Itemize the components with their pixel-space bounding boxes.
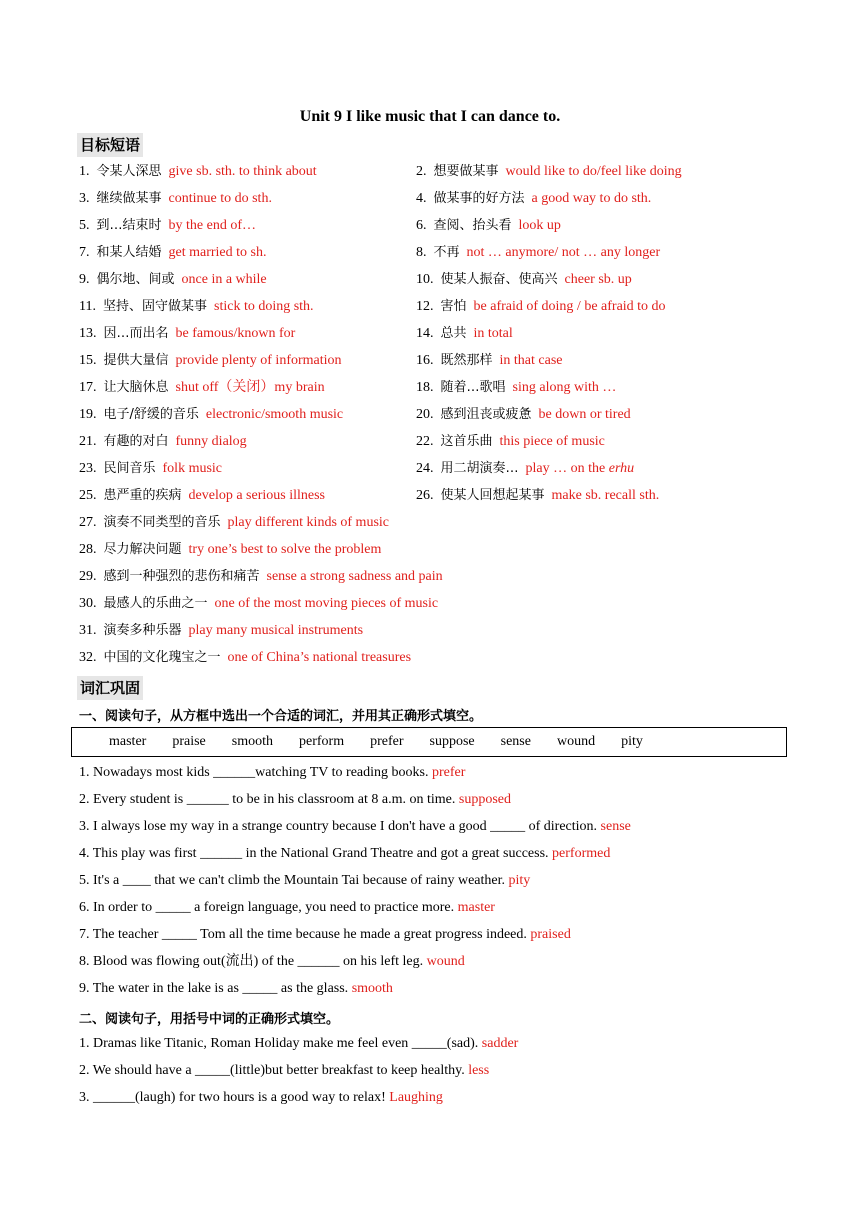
phrase-item: [79, 217, 256, 235]
phrase-english: cheer sb. up: [564, 272, 632, 287]
question-item: [79, 980, 393, 998]
part2-instruction: 二、阅读句子，用括号中词的正确形式填空。: [79, 1012, 340, 1027]
answer-text: supposed: [458, 792, 512, 807]
phrase-number: 1.: [79, 164, 90, 179]
answer-text: pity: [508, 873, 531, 888]
phrase-chinese: 民间音乐: [103, 461, 156, 476]
phrase-english: once in a while: [181, 272, 267, 287]
question-text: 1. Dramas like Titanic, Roman Holiday make me feel even _____(sad).: [79, 1036, 479, 1051]
phrase-number: 26.: [416, 488, 434, 503]
phrase-english: sense a strong sadness and pain: [266, 569, 443, 584]
phrase-chinese: 感到沮丧或疲惫: [440, 407, 532, 422]
phrase-chinese: 总共: [440, 326, 467, 341]
answer-text: master: [457, 900, 495, 915]
phrase-item: [416, 163, 682, 181]
phrase-item: [79, 649, 411, 667]
word-box-item: pity: [621, 734, 643, 749]
phrase-number: 9.: [79, 272, 90, 287]
question-item: [79, 953, 465, 971]
word-box-item: prefer: [370, 734, 404, 749]
phrase-number: 20.: [416, 407, 434, 422]
phrase-chinese: 演奏不同类型的音乐: [103, 515, 221, 530]
phrase-english: make sb. recall sth.: [551, 488, 660, 503]
phrase-number: 13.: [79, 326, 97, 341]
answer-text: smooth: [351, 981, 393, 996]
phrase-number: 27.: [79, 515, 97, 530]
word-box-item: master: [109, 734, 147, 749]
phrase-item: [79, 379, 325, 397]
question-text: 3. ______(laugh) for two hours is a good way to relax!: [79, 1090, 386, 1105]
phrase-number: 14.: [416, 326, 434, 341]
phrase-item: [79, 568, 443, 586]
phrase-chinese: 使某人振奋、使高兴: [440, 272, 558, 287]
phrase-english: one of China’s national treasures: [227, 650, 412, 665]
phrase-number: 7.: [79, 245, 90, 260]
phrase-number: 32.: [79, 650, 97, 665]
word-box-item: perform: [299, 734, 345, 749]
question-text: 2. Every student is ______ to be in his classroom at 8 a.m. on time.: [79, 792, 456, 807]
phrase-english: get married to sh.: [168, 245, 267, 260]
question-text: 9. The water in the lake is as _____ as the glass.: [79, 981, 349, 996]
question-item: [79, 872, 530, 890]
phrase-number: 5.: [79, 218, 90, 233]
phrase-chinese: 令某人深思: [96, 164, 162, 179]
phrase-english: try one’s best to solve the problem: [188, 542, 382, 557]
phrase-english: play different kinds of music: [227, 515, 390, 530]
phrase-item: [79, 406, 343, 424]
phrase-item: [416, 298, 666, 316]
phrase-chinese: 坚持、固守做某事: [102, 299, 207, 314]
phrase-number: 2.: [416, 164, 427, 179]
question-text: 4. This play was first ______ in the National Grand Theatre and got a great success.: [79, 846, 549, 861]
question-item: [79, 791, 511, 809]
phrase-chinese: 想要做某事: [433, 164, 499, 179]
section-heading-vocabulary: 词汇巩固: [77, 676, 143, 700]
phrase-english: funny dialog: [175, 434, 247, 449]
phrase-number: 8.: [416, 245, 427, 260]
phrase-english: a good way to do sth.: [531, 191, 652, 206]
phrase-chinese: 到…结束时: [96, 218, 162, 233]
phrase-item: [79, 244, 267, 262]
question-text: 8. Blood was flowing out(流出) of the ______ on his left leg.: [79, 954, 424, 969]
phrase-english: develop a serious illness: [188, 488, 325, 503]
phrase-chinese: 让大脑休息: [103, 380, 169, 395]
question-item: [79, 818, 631, 836]
answer-text: Laughing: [389, 1090, 443, 1105]
phrase-item: [79, 541, 381, 559]
part1-instruction: 一、阅读句子，从方框中选出一个合适的词汇，并用其正确形式填空。: [79, 709, 483, 724]
phrase-item: [416, 271, 632, 289]
phrase-number: 6.: [416, 218, 427, 233]
question-item: [79, 1089, 443, 1107]
phrase-number: 4.: [416, 191, 427, 206]
phrase-number: 10.: [416, 272, 434, 287]
phrase-item: [79, 325, 295, 343]
phrase-english: be famous/known for: [175, 326, 296, 341]
question-text: 5. It's a ____ that we can't climb the Mountain Tai because of rainy weather.: [79, 873, 506, 888]
phrase-english-italic: erhu: [608, 461, 635, 476]
phrase-english: look up: [518, 218, 561, 233]
phrase-english: by the end of…: [168, 218, 256, 233]
phrase-item: [79, 163, 317, 181]
question-item: [79, 926, 571, 944]
phrase-number: 19.: [79, 407, 97, 422]
question-text: 3. I always lose my way in a strange country because I don't have a good _____ of direction.: [79, 819, 598, 834]
phrase-chinese: 感到一种强烈的悲伤和痛苦: [103, 569, 260, 584]
phrase-item: [79, 352, 342, 370]
phrase-number: 31.: [79, 623, 97, 638]
question-item: [79, 1035, 518, 1053]
phrase-number: 24.: [416, 461, 434, 476]
phrase-chinese: 做某事的好方法: [433, 191, 525, 206]
phrase-chinese: 继续做某事: [96, 191, 162, 206]
word-box: [71, 727, 787, 757]
phrase-chinese: 和某人结婚: [96, 245, 162, 260]
phrase-english: stick to doing sth.: [214, 299, 314, 314]
phrase-chinese: 这首乐曲: [440, 434, 493, 449]
answer-text: wound: [426, 954, 465, 969]
phrase-item: [79, 514, 389, 532]
phrase-number: 17.: [79, 380, 97, 395]
phrase-english: one of the most moving pieces of music: [214, 596, 439, 611]
phrase-item: [79, 460, 222, 478]
phrase-english: play many musical instruments: [188, 623, 364, 638]
answer-text: prefer: [431, 765, 466, 780]
section-heading-phrases: 目标短语: [77, 133, 143, 157]
phrase-chinese: 尽力解决问题: [103, 542, 182, 557]
phrase-english: provide plenty of information: [175, 353, 342, 368]
answer-text: performed: [552, 846, 611, 861]
phrase-item: [416, 487, 659, 505]
question-text: 1. Nowadays most kids ______watching TV to reading books.: [79, 765, 429, 780]
word-box-item: suppose: [429, 734, 475, 749]
phrase-english: be afraid of doing / be afraid to do: [473, 299, 666, 314]
phrase-number: 28.: [79, 542, 97, 557]
phrase-number: 11.: [79, 299, 96, 314]
phrase-chinese: 不再: [433, 245, 460, 260]
question-item: [79, 1062, 489, 1080]
phrase-number: 22.: [416, 434, 434, 449]
phrase-item: [79, 190, 272, 208]
page-title: Unit 9 I like music that I can dance to.: [299, 108, 561, 125]
word-box-item: sense: [500, 734, 531, 749]
phrase-number: 29.: [79, 569, 97, 584]
phrase-chinese: 演奏多种乐器: [103, 623, 182, 638]
phrase-number: 12.: [416, 299, 434, 314]
phrase-english: give sb. sth. to think about: [168, 164, 317, 179]
phrase-item: [416, 325, 513, 343]
phrase-chinese: 最感人的乐曲之一: [103, 596, 208, 611]
phrase-chinese: 提供大量信: [103, 353, 169, 368]
answer-text: praised: [530, 927, 571, 942]
phrase-english: in that case: [499, 353, 563, 368]
phrase-number: 25.: [79, 488, 97, 503]
phrase-number: 21.: [79, 434, 97, 449]
word-box-item: smooth: [231, 734, 273, 749]
phrase-english: not … anymore/ not … any longer: [466, 245, 661, 260]
phrase-chinese: 害怕: [440, 299, 467, 314]
phrase-english: folk music: [162, 461, 223, 476]
phrase-english: continue to do sth.: [168, 191, 272, 206]
phrase-item: [79, 271, 267, 289]
phrase-chinese: 有趣的对白: [103, 434, 169, 449]
phrase-english: shut off（关闭）my brain: [175, 380, 325, 395]
phrase-chinese: 电子/舒缓的音乐: [103, 407, 199, 422]
question-text: 6. In order to _____ a foreign language, you need to practice more.: [79, 900, 455, 915]
phrase-chinese: 使某人回想起某事: [440, 488, 545, 503]
phrase-chinese: 随着…歌唱: [440, 380, 506, 395]
phrase-english: this piece of music: [499, 434, 605, 449]
phrase-chinese: 既然那样: [440, 353, 493, 368]
phrase-number: 23.: [79, 461, 97, 476]
phrase-number: 30.: [79, 596, 97, 611]
question-item: [79, 899, 495, 917]
answer-text: sense: [600, 819, 631, 834]
word-box-item: wound: [556, 734, 596, 749]
phrase-chinese: 查阅、抬头看: [433, 218, 512, 233]
phrase-number: 15.: [79, 353, 97, 368]
phrase-item: [416, 352, 563, 370]
phrase-number: 16.: [416, 353, 434, 368]
phrase-item: [416, 460, 634, 478]
phrase-chinese: 患严重的疾病: [103, 488, 182, 503]
answer-text: less: [468, 1063, 490, 1078]
phrase-english: be down or tired: [538, 407, 631, 422]
phrase-chinese: 偶尔地、间或: [96, 272, 175, 287]
question-text: 7. The teacher _____ Tom all the time because he made a great progress indeed.: [79, 927, 527, 942]
phrase-item: [79, 433, 247, 451]
phrase-item: [416, 190, 651, 208]
phrase-number: 3.: [79, 191, 90, 206]
phrase-chinese: 用二胡演奏…: [440, 461, 519, 476]
phrase-item: [416, 379, 616, 397]
word-box-item: praise: [172, 734, 206, 749]
phrase-chinese: 因…而出名: [103, 326, 169, 341]
phrase-item: [416, 433, 605, 451]
phrase-number: 18.: [416, 380, 434, 395]
phrase-item: [416, 217, 561, 235]
phrase-english: in total: [473, 326, 513, 341]
question-text: 2. We should have a _____(little)but better breakfast to keep healthy.: [79, 1063, 465, 1078]
phrase-item: [79, 595, 438, 613]
question-item: [79, 845, 610, 863]
answer-text: sadder: [481, 1036, 519, 1051]
phrase-item: [416, 406, 631, 424]
phrase-item: [79, 487, 325, 505]
phrase-english: play … on the: [525, 461, 609, 476]
phrase-item: [416, 244, 660, 262]
question-item: [79, 764, 465, 782]
phrase-english: sing along with …: [512, 380, 617, 395]
phrase-chinese: 中国的文化瑰宝之一: [103, 650, 221, 665]
phrase-english: would like to do/feel like doing: [505, 164, 682, 179]
phrase-item: [79, 298, 314, 316]
phrase-english: electronic/smooth music: [205, 407, 344, 422]
phrase-item: [79, 622, 363, 640]
